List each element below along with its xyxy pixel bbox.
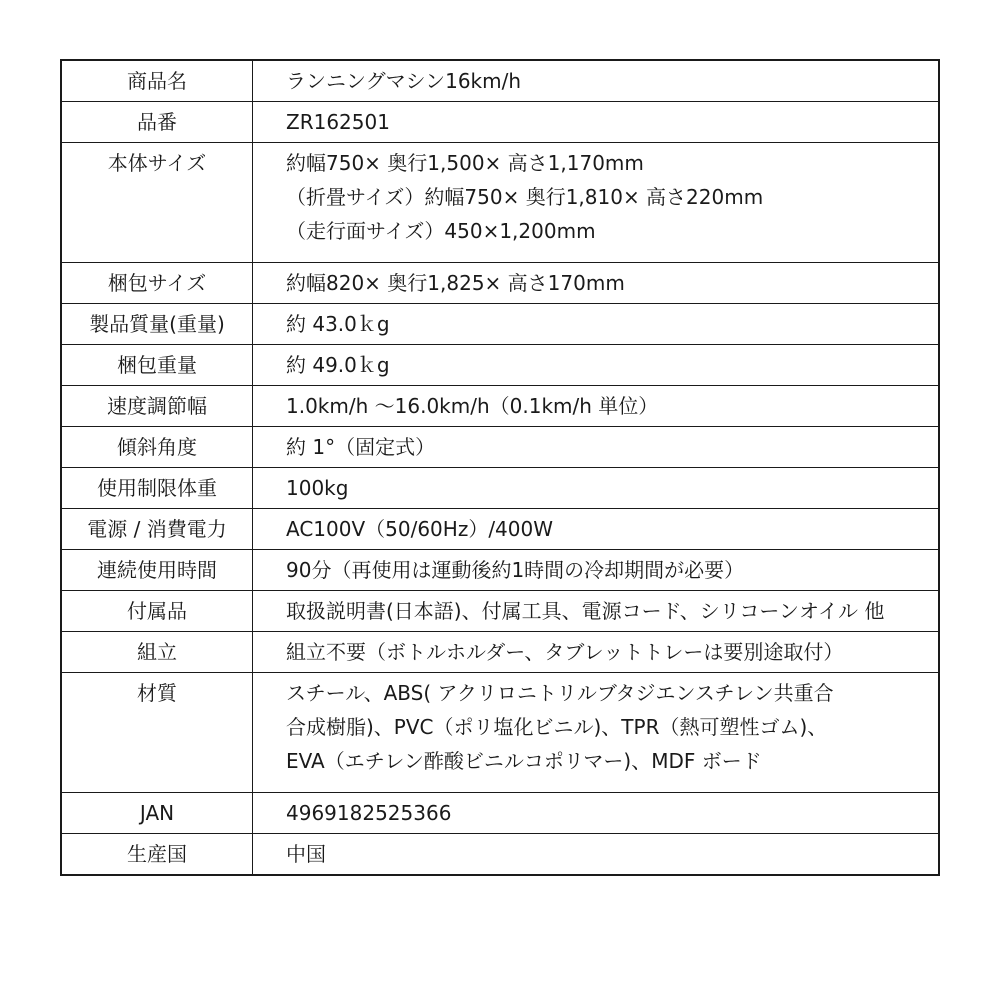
spec-label: 梱包サイズ — [61, 263, 253, 304]
spec-value — [253, 263, 940, 304]
spec-row — [61, 386, 939, 427]
spec-value-line: EVA（エチレン酢酸ビニルコポリマー)、MDF ボード — [286, 749, 762, 773]
spec-value-line: 約幅820× 奥行1,825× 高さ170mm — [286, 271, 625, 295]
spec-label: 使用制限体重 — [61, 468, 253, 509]
spec-value-line: 約 49.0ｋg — [286, 353, 390, 377]
spec-value — [253, 143, 940, 263]
spec-label: 連続使用時間 — [61, 550, 253, 591]
spec-label: 組立 — [61, 632, 253, 673]
spec-row — [61, 793, 939, 834]
spec-value — [253, 591, 940, 632]
spec-value-line: 約 1°（固定式） — [286, 435, 436, 459]
spec-value-line: 4969182525366 — [286, 801, 452, 825]
spec-value-line: （走行面サイズ）450×1,200mm — [286, 219, 596, 243]
spec-label: 梱包重量 — [61, 345, 253, 386]
spec-value — [253, 304, 940, 345]
spec-value-line: 1.0km/h ～16.0km/h（0.1km/h 単位） — [286, 394, 659, 418]
spec-row — [61, 143, 939, 263]
spec-row — [61, 345, 939, 386]
spec-value-line: スチール、ABS( アクリロニトリルブタジエンスチレン共重合 — [286, 681, 834, 705]
spec-value-line: ランニングマシン16km/h — [286, 69, 522, 93]
spec-value — [253, 509, 940, 550]
spec-value-line: （折畳サイズ）約幅750× 奥行1,810× 高さ220mm — [286, 185, 764, 209]
spec-value — [253, 468, 940, 509]
spec-value-line: 組立不要（ボトルホルダー、タブレットトレーは要別途取付） — [286, 640, 844, 664]
spec-table — [60, 59, 940, 876]
spec-value — [253, 60, 940, 102]
spec-row — [61, 509, 939, 550]
spec-label: 電源 / 消費電力 — [61, 509, 253, 550]
spec-row — [61, 834, 939, 876]
spec-row — [61, 673, 939, 793]
spec-label: 傾斜角度 — [61, 427, 253, 468]
spec-value-line: 90分（再使用は運動後約1時間の冷却期間が必要） — [286, 558, 745, 582]
spec-row — [61, 427, 939, 468]
spec-value-line: AC100V（50/60Hz）/400W — [286, 517, 554, 541]
spec-label: 速度調節幅 — [61, 386, 253, 427]
spec-label: 付属品 — [61, 591, 253, 632]
spec-value — [253, 632, 940, 673]
spec-label: JAN — [61, 793, 253, 834]
spec-row — [61, 60, 939, 102]
spec-row — [61, 591, 939, 632]
spec-value-line: 中国 — [286, 842, 326, 866]
spec-value-line: ZR162501 — [286, 110, 390, 134]
spec-value — [253, 345, 940, 386]
spec-value-line: 合成樹脂)、PVC（ポリ塩化ビニル)、TPR（熱可塑性ゴム)、 — [286, 715, 828, 739]
spec-label: 本体サイズ — [61, 143, 253, 263]
spec-value-line: 100kg — [286, 476, 349, 500]
spec-value — [253, 550, 940, 591]
spec-value — [253, 427, 940, 468]
spec-value-line: 約幅750× 奥行1,500× 高さ1,170mm — [286, 151, 644, 175]
spec-table-body — [61, 60, 939, 875]
spec-value — [253, 793, 940, 834]
spec-label: 品番 — [61, 102, 253, 143]
spec-row — [61, 632, 939, 673]
spec-value-line: 取扱説明書(日本語)、付属工具、電源コード、シリコーンオイル 他 — [286, 599, 885, 623]
spec-row — [61, 468, 939, 509]
spec-label: 製品質量(重量) — [61, 304, 253, 345]
spec-value — [253, 673, 940, 793]
spec-row — [61, 550, 939, 591]
spec-label: 生産国 — [61, 834, 253, 876]
spec-label: 材質 — [61, 673, 253, 793]
spec-value — [253, 834, 940, 876]
spec-value — [253, 102, 940, 143]
spec-row — [61, 263, 939, 304]
spec-value — [253, 386, 940, 427]
spec-label: 商品名 — [61, 60, 253, 102]
spec-value-line: 約 43.0ｋg — [286, 312, 390, 336]
spec-row — [61, 102, 939, 143]
spec-row — [61, 304, 939, 345]
